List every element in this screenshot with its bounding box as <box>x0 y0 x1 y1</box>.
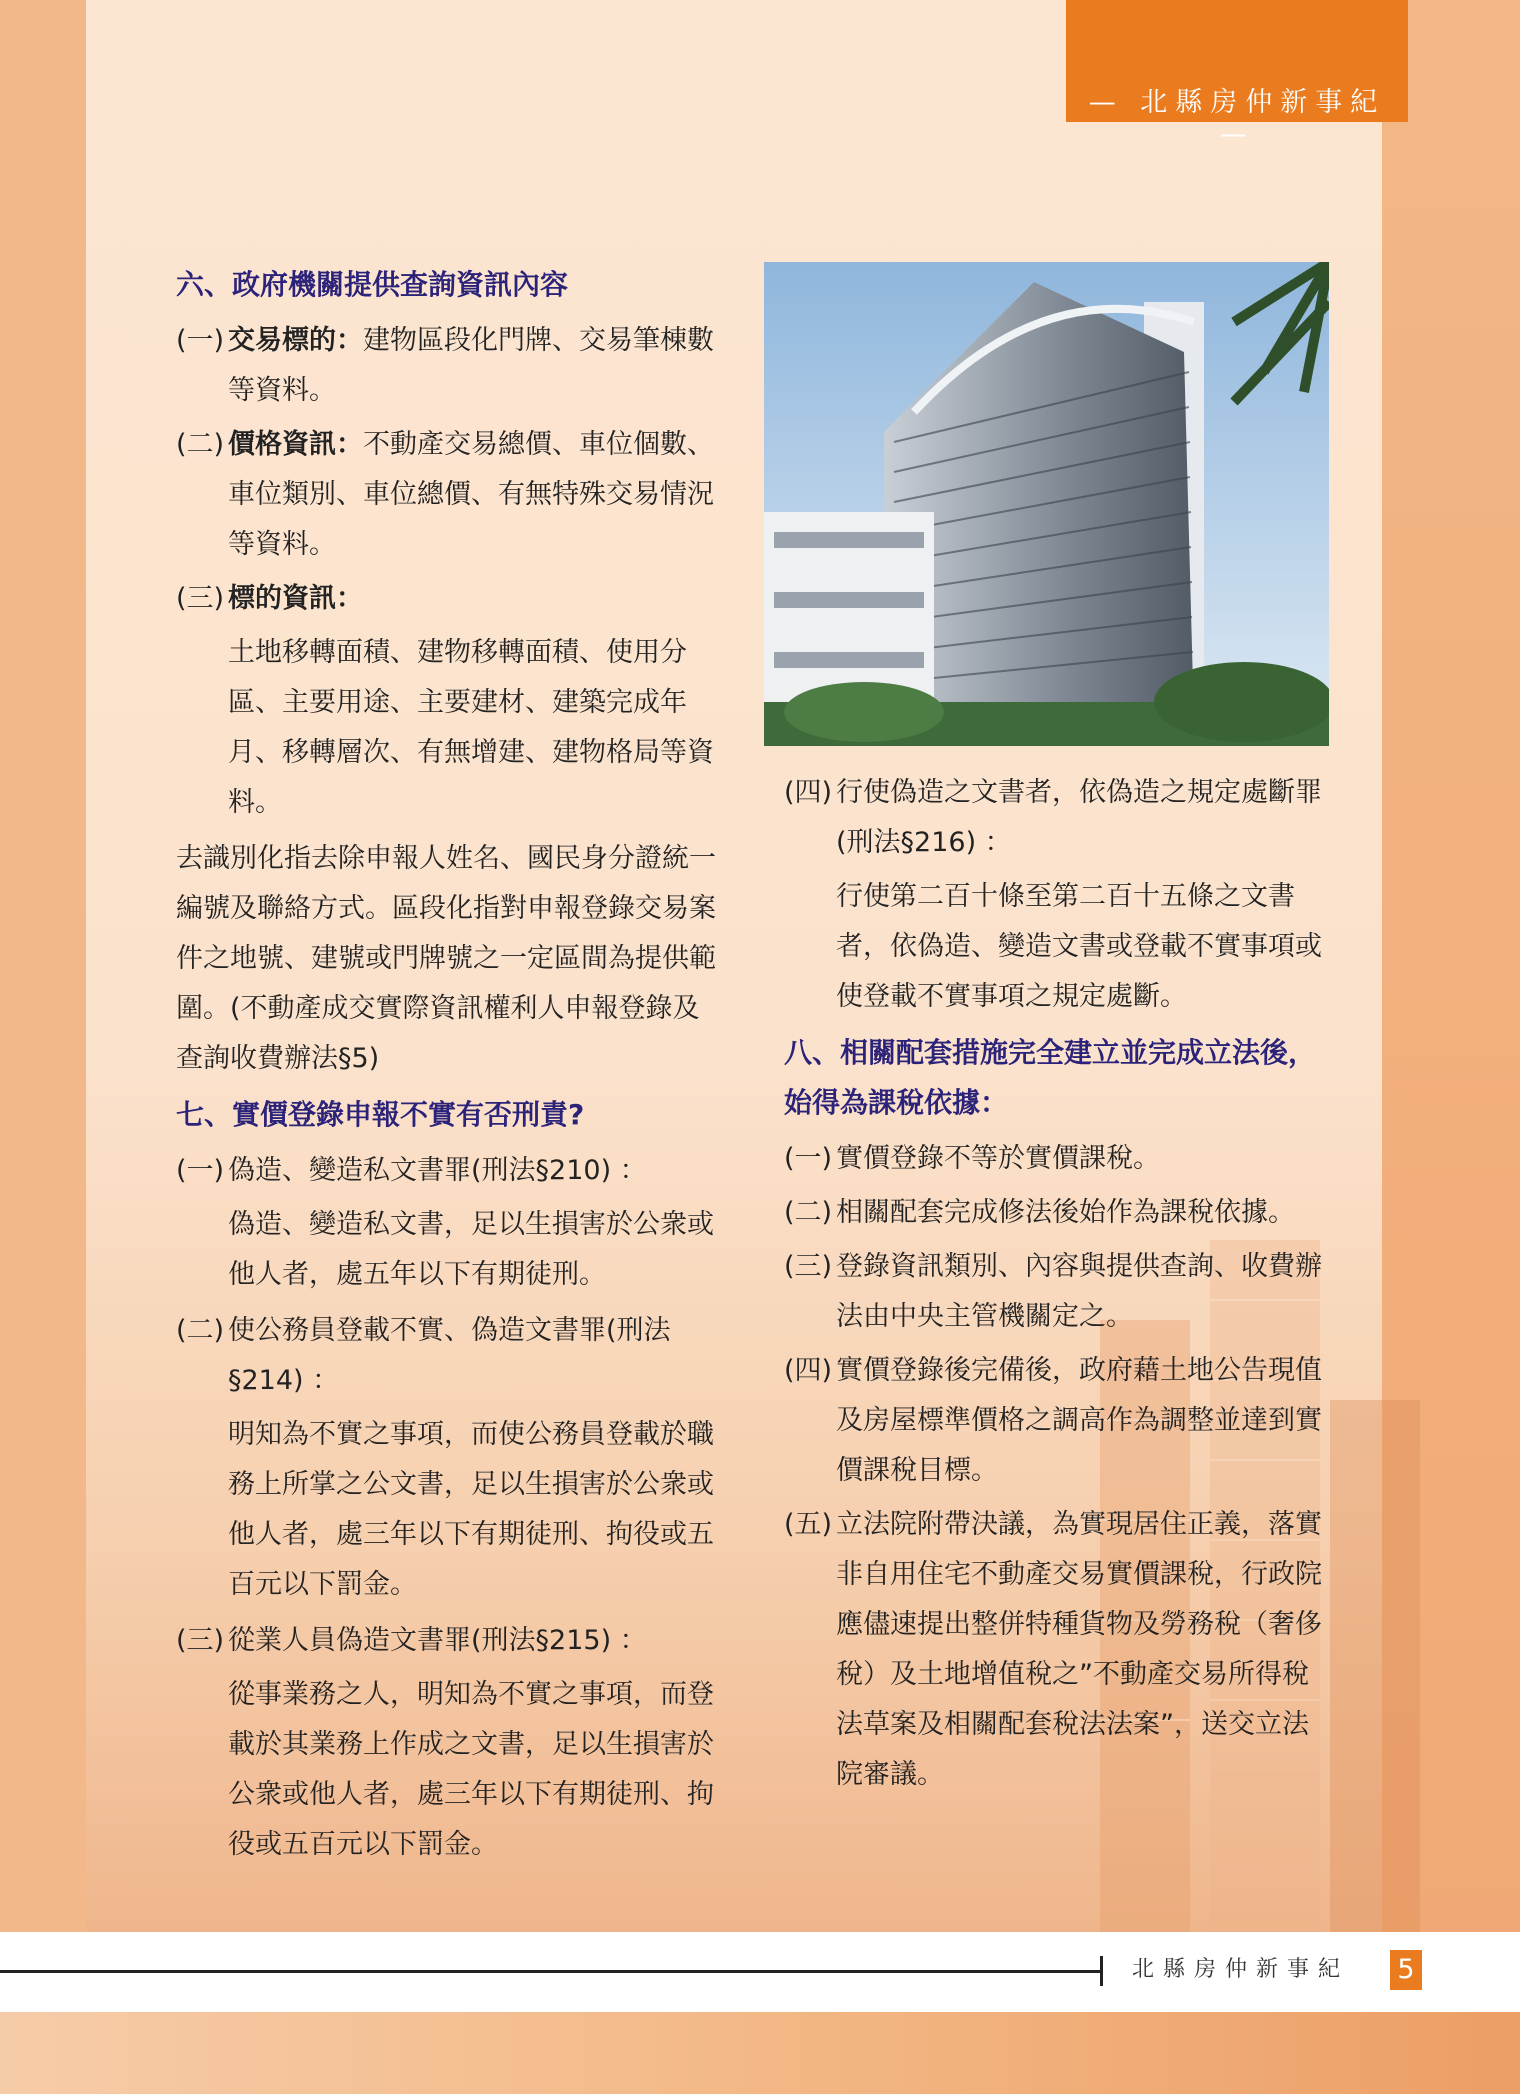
left-column <box>176 260 716 1876</box>
item-heading: 使公務員登載不實、偽造文書罪(刑法§214) ： <box>228 1315 671 1396</box>
item-text: 實價登錄不等於實價課稅。 <box>836 1143 1160 1174</box>
item-label: 交易標的 <box>228 325 336 356</box>
list-item: (三) 標的資訊： <box>176 574 716 624</box>
item-body: 行使第二百十條至第二百十五條之文書者，依偽造、變造文書或登載不實事項或使登載不實事項之規定處斷。 <box>836 881 1322 1012</box>
item-number: (五) <box>784 1509 833 1540</box>
item-number: (三) <box>784 1251 833 1282</box>
page-number: 5 <box>1390 1950 1422 1990</box>
list-item <box>784 1134 1324 1184</box>
page-footer <box>0 1932 1520 2012</box>
item-heading: 行使偽造之文書者，依偽造之規定處斷罪(刑法§216) ： <box>836 777 1322 858</box>
bottom-decorative-band <box>0 2012 1520 2094</box>
item-number: (三) <box>176 583 225 614</box>
footer-rule-tick <box>1100 1956 1103 1986</box>
item-number: (一) <box>176 325 225 356</box>
list-item <box>784 768 1324 868</box>
item-number: (二) <box>784 1197 833 1228</box>
section-6-title: 六、政府機關提供查詢資訊內容 <box>176 268 569 301</box>
list-item: (二) 價格資訊：不動產交易總價、車位個數、車位類別、車位總價、有無特殊交易情況等資料。 <box>176 420 716 570</box>
list-item <box>784 1346 1324 1496</box>
item-number: (三) <box>176 1625 225 1656</box>
item-body: 偽造、變造私文書，足以生損害於公衆或他人者，處五年以下有期徒刑。 <box>228 1209 714 1290</box>
item-number: (一) <box>784 1143 833 1174</box>
item-label: 價格資訊 <box>228 429 336 460</box>
item-number: (一) <box>176 1155 225 1186</box>
list-item <box>176 1616 716 1666</box>
item-body: 土地移轉面積、建物移轉面積、使用分區、主要用途、主要建材、建築完成年月、移轉層次、有無增建、建物格局等資料。 <box>228 637 714 818</box>
section-8-title: 八、相關配套措施完全建立並完成立法後，始得為課稅依據： <box>784 1036 1317 1119</box>
footer-rule <box>0 1970 1102 1973</box>
list-item <box>176 1146 716 1196</box>
item-text: 不動產交易總價、車位個數、車位類別、車位總價、有無特殊交易情況等資料。 <box>228 429 714 560</box>
item-number: (四) <box>784 777 833 808</box>
list-item: (一) 交易標的：建物區段化門牌、交易筆棟數等資料。 <box>176 316 716 416</box>
item-heading: 從業人員偽造文書罪(刑法§215) ： <box>228 1625 647 1656</box>
header-title: — 北縣房仲新事紀 — <box>1088 87 1386 150</box>
item-number: (二) <box>176 1315 225 1346</box>
right-column <box>784 768 1324 1804</box>
item-text: 相關配套完成修法後始作為課稅依據。 <box>836 1197 1295 1228</box>
item-text: 實價登錄後完備後，政府藉土地公告現值及房屋標準價格之調高作為調整並達到實價課稅目標。 <box>836 1355 1322 1486</box>
building-photo <box>764 262 1329 746</box>
list-item <box>176 1306 716 1406</box>
item-text: 登錄資訊類別、內容與提供查詢、收費辦法由中央主管機關定之。 <box>836 1251 1322 1332</box>
item-body: 明知為不實之事項，而使公務員登載於職務上所掌之公文書，足以生損害於公衆或他人者，處三年以下有期徒刑、拘役或五百元以下罰金。 <box>228 1419 714 1600</box>
item-number: (四) <box>784 1355 833 1386</box>
list-item <box>784 1188 1324 1238</box>
header-tab <box>1066 0 1408 150</box>
item-body: 從事業務之人，明知為不實之事項，而登載於其業務上作成之文書，足以生損害於公衆或他人者，處三年以下有期徒刑、拘役或五百元以下罰金。 <box>228 1679 714 1860</box>
item-text: 立法院附帶決議，為實現居住正義，落實非自用住宅不動產交易實價課稅，行政院應儘速提出整併特種貨物及勞務稅（奢侈稅）及土地增值稅之”不動產交易所得稅法草案及相關配套稅法法案”，送交立法院審議。 <box>836 1509 1322 1790</box>
item-number: (二) <box>176 429 225 460</box>
section-7-title: 七、實價登錄申報不實有否刑責? <box>176 1098 585 1131</box>
footer-title: 北縣房仲新事紀 <box>1132 1957 1350 1982</box>
item-heading: 偽造、變造私文書罪(刑法§210) ： <box>228 1155 647 1186</box>
item-label: 標的資訊 <box>228 583 336 614</box>
list-item <box>784 1242 1324 1342</box>
section-6-note: 去識別化指去除申報人姓名、國民身分證統一編號及聯絡方式。區段化指對申報登錄交易案件之地號、建號或門牌號之一定區間為提供範圍。(不動產成交實際資訊權利人申報登錄及查詢收費辦法§5) <box>176 843 716 1074</box>
item-text: 建物區段化門牌、交易筆棟數等資料。 <box>228 325 714 406</box>
list-item <box>784 1500 1324 1800</box>
